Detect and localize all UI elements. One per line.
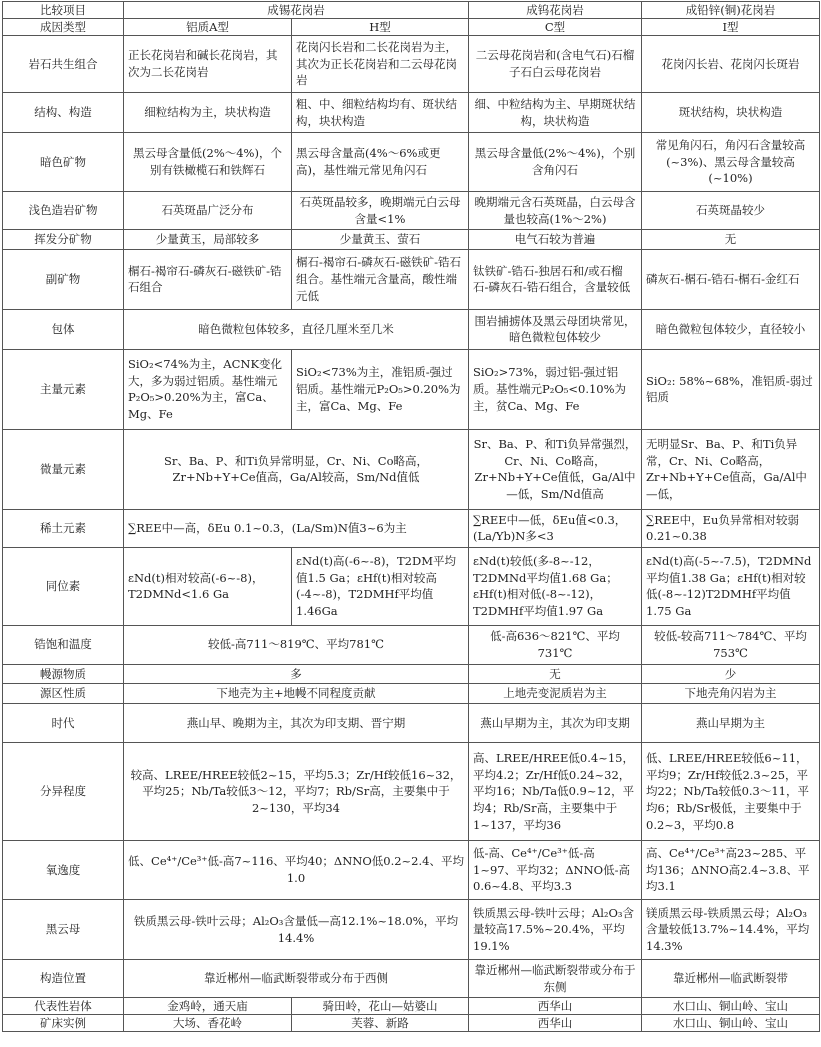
cell-type-c: 晚期端元含石英斑晶，白云母含量也较高(1%～2%): [469, 192, 642, 230]
row-label: 源区性质: [3, 684, 124, 704]
row-label: 构造位置: [3, 960, 124, 998]
row-trace-elements: [3, 429, 820, 509]
row-label: 微量元素: [3, 429, 124, 509]
cell-type-i: 斑状结构，块状构造: [642, 93, 820, 133]
cell-type-i: εNd(t)高(-5~-7.5)，T2DMNd平均值1.38 Ga；εHf(t)相对较低(-8~-12)T2DMHf平均值1.75 Ga: [642, 547, 820, 625]
row-age: [3, 704, 820, 743]
header-type-a: 铝质A型: [124, 19, 292, 36]
cell-type-c: 高、LREE/HREE低0.4~15，平均4.2；Zr/Hf低0.24~32，平均16；Nb/Ta低0.9~12，平均4；Rb/Sr高，主要集中于1~137，平均36: [469, 743, 642, 841]
cell-type-a-h: ∑REE中—高，δEu 0.1~0.3，(La/Sm)N值3~6为主: [124, 509, 469, 547]
cell-type-c: 钛铁矿-锆石-独居石和/或石榴石-磷灰石-锆石组合，含量较低: [469, 249, 642, 309]
header-type-i: I型: [642, 19, 820, 36]
cell-type-i: 磷灰石-榍石-锆石-榍石-金红石: [642, 249, 820, 309]
row-accessory-minerals: [3, 249, 820, 309]
row-light-minerals: [3, 192, 820, 230]
row-volatile-minerals: [3, 230, 820, 250]
cell-type-h: 榍石-褐帘石-磷灰石-磁铁矿-锆石组合。基性端元含量高，酸性端元低: [292, 249, 469, 309]
row-tectonic-position: [3, 960, 820, 998]
header-tungsten-granite: 成钨花岗岩: [469, 2, 642, 19]
cell-type-c: Sr、Ba、P、和Ti负异常强烈，Cr、Ni、Co略高，Zr+Nb+Y+Ce值低，Ga/Al中—低，Sm/Nd值高: [469, 429, 642, 509]
row-differentiation: [3, 743, 820, 841]
cell-type-h: 骑田岭，花山—姑婆山: [292, 998, 469, 1015]
cell-type-c: 燕山早期为主，其次为印支期: [469, 704, 642, 743]
header-leadzinc-granite: 成铅锌(铜)花岗岩: [642, 2, 820, 19]
cell-type-c: SiO₂>73%，弱过铝-强过铝质。基性端元P₂O₅<0.10%为主，贫Ca、Mg、Fe: [469, 349, 642, 429]
cell-type-c: 靠近郴州—临武断裂带或分布于东侧: [469, 960, 642, 998]
header-type-h: H型: [292, 19, 469, 36]
cell-type-i: 靠近郴州—临武断裂带: [642, 960, 820, 998]
cell-type-a: 细粒结构为主，块状构造: [124, 93, 292, 133]
cell-type-c: 黑云母含量低(2%～4%)，个别含角闪石: [469, 133, 642, 192]
row-zircon-temperature: [3, 625, 820, 664]
row-major-elements: [3, 349, 820, 429]
header-row-2: [3, 19, 820, 36]
cell-type-h: 粗、中、细粒结构均有、斑状结构，块状构造: [292, 93, 469, 133]
row-label: 浅色造岩矿物: [3, 192, 124, 230]
cell-type-i: 水口山、铜山岭、宝山: [642, 1015, 820, 1032]
cell-type-h: 黑云母含量高(4%～6%或更高)，基性端元常见角闪石: [292, 133, 469, 192]
cell-type-c: εNd(t)较低(多-8~-12，T2DMNd平均值1.68 Ga；εHf(t)相对低(-8~-12)，T2DMHf平均值1.97 Ga: [469, 547, 642, 625]
header-compare-item: 比较项目: [3, 2, 124, 19]
cell-type-i: 无明显Sr、Ba、P、和Ti负异常，Cr、Ni、Co略高，Zr+Nb+Y+Ce值高，Ga/Al中—低，: [642, 429, 820, 509]
cell-type-i: 下地壳角闪岩为主: [642, 684, 820, 704]
cell-type-c: 围岩捕掳体及黑云母团块常见，暗色微粒包体较少: [469, 309, 642, 349]
row-isotopes: [3, 547, 820, 625]
cell-type-c: ∑REE中—低，δEu值<0.3，(La/Yb)N多<3: [469, 509, 642, 547]
row-label: 包体: [3, 309, 124, 349]
cell-type-i: 常见角闪石，角闪石含量较高(~3%)、黑云母含量较高(~10%): [642, 133, 820, 192]
row-ree: [3, 509, 820, 547]
cell-type-i: ∑REE中，Eu负异常相对较弱0.21~0.38: [642, 509, 820, 547]
row-representative-plutons: [3, 998, 820, 1015]
granite-comparison-table: [2, 1, 820, 1032]
cell-type-a: εNd(t)相对较高(-6~-8)，T2DMNd<1.6 Ga: [124, 547, 292, 625]
cell-type-c: 低-高、Ce⁴⁺/Ce³⁺低-高1~97、平均32；ΔNNO低-高0.6~4.8、平均3.3: [469, 841, 642, 900]
header-tin-granite: 成锡花岗岩: [124, 2, 469, 19]
header-type-c: C型: [469, 19, 642, 36]
row-label: 幔源物质: [3, 664, 124, 684]
cell-type-a-h: 暗色微粒包体较多，直径几厘米至几米: [124, 309, 469, 349]
row-label: 稀土元素: [3, 509, 124, 547]
cell-type-i: 燕山早期为主: [642, 704, 820, 743]
cell-type-h: 芙蓉、新路: [292, 1015, 469, 1032]
row-label: 黑云母: [3, 900, 124, 960]
cell-type-i: 暗色微粒包体较少，直径较小: [642, 309, 820, 349]
cell-type-i: 低、LREE/HREE较低6~11，平均9；Zr/Hf较低2.3~25，平均22；Nb/Ta较低0.3～11，平均6；Rb/Sr极低，主要集中于0.2~3，平均0.8: [642, 743, 820, 841]
row-label: 代表性岩体: [3, 998, 124, 1015]
cell-type-c: 铁质黑云母-铁叶云母；Al₂O₃含量较高17.5%~20.4%，平均19.1%: [469, 900, 642, 960]
cell-type-c: 低-高636～821℃、平均731℃: [469, 625, 642, 664]
cell-type-a-h: 多: [124, 664, 469, 684]
cell-type-i: 较低-较高711～784℃、平均753℃: [642, 625, 820, 664]
cell-type-h: 少量黄玉、萤石: [292, 230, 469, 250]
row-enclaves: [3, 309, 820, 349]
cell-type-i: 无: [642, 230, 820, 250]
row-label: 氧逸度: [3, 841, 124, 900]
cell-type-a-h: Sr、Ba、P、和Ti负异常明显，Cr、Ni、Co略高，Zr+Nb+Y+Ce值高，Ga/Al较高，Sm/Nd值低: [124, 429, 469, 509]
cell-type-a: 石英斑晶广泛分布: [124, 192, 292, 230]
row-label: 锆饱和温度: [3, 625, 124, 664]
cell-type-a-h: 燕山早、晚期为主，其次为印支期、晋宁期: [124, 704, 469, 743]
cell-type-a: 榍石-褐帘石-磷灰石-磁铁矿-锆石组合: [124, 249, 292, 309]
cell-type-a: SiO₂<74%为主，ACNK变化大，多为弱过铝质。基性端元P₂O₅>0.20%为主，富Ca、Mg、Fe: [124, 349, 292, 429]
row-deposit-examples: [3, 1015, 820, 1032]
cell-type-a-h: 低、Ce⁴⁺/Ce³⁺低-高7~116、平均40；ΔNNO低0.2~2.4、平均1.0: [124, 841, 469, 900]
row-label: 同位素: [3, 547, 124, 625]
cell-type-c: 二云母花岗岩和(含电气石)石榴子石白云母花岗岩: [469, 36, 642, 93]
cell-type-i: 镁质黑云母-铁质黑云母；Al₂O₃含量较低13.7%~14.4%，平均14.3%: [642, 900, 820, 960]
cell-type-a: 少量黄玉，局部较多: [124, 230, 292, 250]
cell-type-i: SiO₂: 58%~68%，准铝质-弱过铝质: [642, 349, 820, 429]
cell-type-a: 正长花岗岩和碱长花岗岩，其次为二长花岗岩: [124, 36, 292, 93]
row-label: 主量元素: [3, 349, 124, 429]
row-dark-minerals: [3, 133, 820, 192]
header-genetic-type: 成因类型: [3, 19, 124, 36]
cell-type-a: 黑云母含量低(2%～4%)，个别有铁橄榄石和铁辉石: [124, 133, 292, 192]
cell-type-c: 细、中粒结构为主、早期斑状结构，块状构造: [469, 93, 642, 133]
cell-type-i: 花岗闪长岩、花岗闪长斑岩: [642, 36, 820, 93]
cell-type-h: SiO₂<73%为主，准铝质-强过铝质。基性端元P₂O₅>0.20%为主，富Ca、Mg、Fe: [292, 349, 469, 429]
cell-type-i: 水口山、铜山岭、宝山: [642, 998, 820, 1015]
row-label: 挥发分矿物: [3, 230, 124, 250]
row-biotite: [3, 900, 820, 960]
cell-type-a: 金鸡岭，通天庙: [124, 998, 292, 1015]
row-label: 结构、构造: [3, 93, 124, 133]
cell-type-a-h: 较高、LREE/HREE较低2~15，平均5.3；Zr/Hf较低16~32，平均25；Nb/Ta较低3～12，平均7；Rb/Sr高，主要集中于2~130，平均34: [124, 743, 469, 841]
row-label: 分异程度: [3, 743, 124, 841]
cell-type-c: 西华山: [469, 1015, 642, 1032]
row-label: 岩石共生组合: [3, 36, 124, 93]
cell-type-c: 上地壳变泥质岩为主: [469, 684, 642, 704]
row-label: 时代: [3, 704, 124, 743]
cell-type-a-h: 靠近郴州—临武断裂带或分布于西侧: [124, 960, 469, 998]
cell-type-c: 无: [469, 664, 642, 684]
cell-type-a-h: 下地壳为主+地幔不同程度贡献: [124, 684, 469, 704]
cell-type-c: 西华山: [469, 998, 642, 1015]
cell-type-h: 花岗闪长岩和二长花岗岩为主，其次为正长花岗岩和二云母花岗岩: [292, 36, 469, 93]
cell-type-h: εNd(t)高(-6~-8)，T2DM平均值1.5 Ga；εHf(t)相对较高(-4~-8)，T2DMHf平均值1.46Ga: [292, 547, 469, 625]
cell-type-h: 石英斑晶较多，晚期端元白云母含量<1%: [292, 192, 469, 230]
cell-type-i: 高、Ce⁴⁺/Ce³⁺高23~285、平均136；ΔNNO高2.4~3.8、平均3.1: [642, 841, 820, 900]
cell-type-i: 少: [642, 664, 820, 684]
cell-type-a-h: 较低-高711～819℃、平均781℃: [124, 625, 469, 664]
cell-type-c: 电气石较为普遍: [469, 230, 642, 250]
row-rock-assemblage: [3, 36, 820, 93]
cell-type-a: 大场、香花岭: [124, 1015, 292, 1032]
cell-type-i: 石英斑晶较少: [642, 192, 820, 230]
header-row-1: [3, 2, 820, 19]
row-source-nature: [3, 684, 820, 704]
cell-type-a-h: 铁质黑云母-铁叶云母；Al₂O₃含量低—高12.1%~18.0%，平均14.4%: [124, 900, 469, 960]
row-label: 暗色矿物: [3, 133, 124, 192]
row-mantle-material: [3, 664, 820, 684]
row-texture-structure: [3, 93, 820, 133]
row-oxygen-fugacity: [3, 841, 820, 900]
row-label: 副矿物: [3, 249, 124, 309]
row-label: 矿床实例: [3, 1015, 124, 1032]
